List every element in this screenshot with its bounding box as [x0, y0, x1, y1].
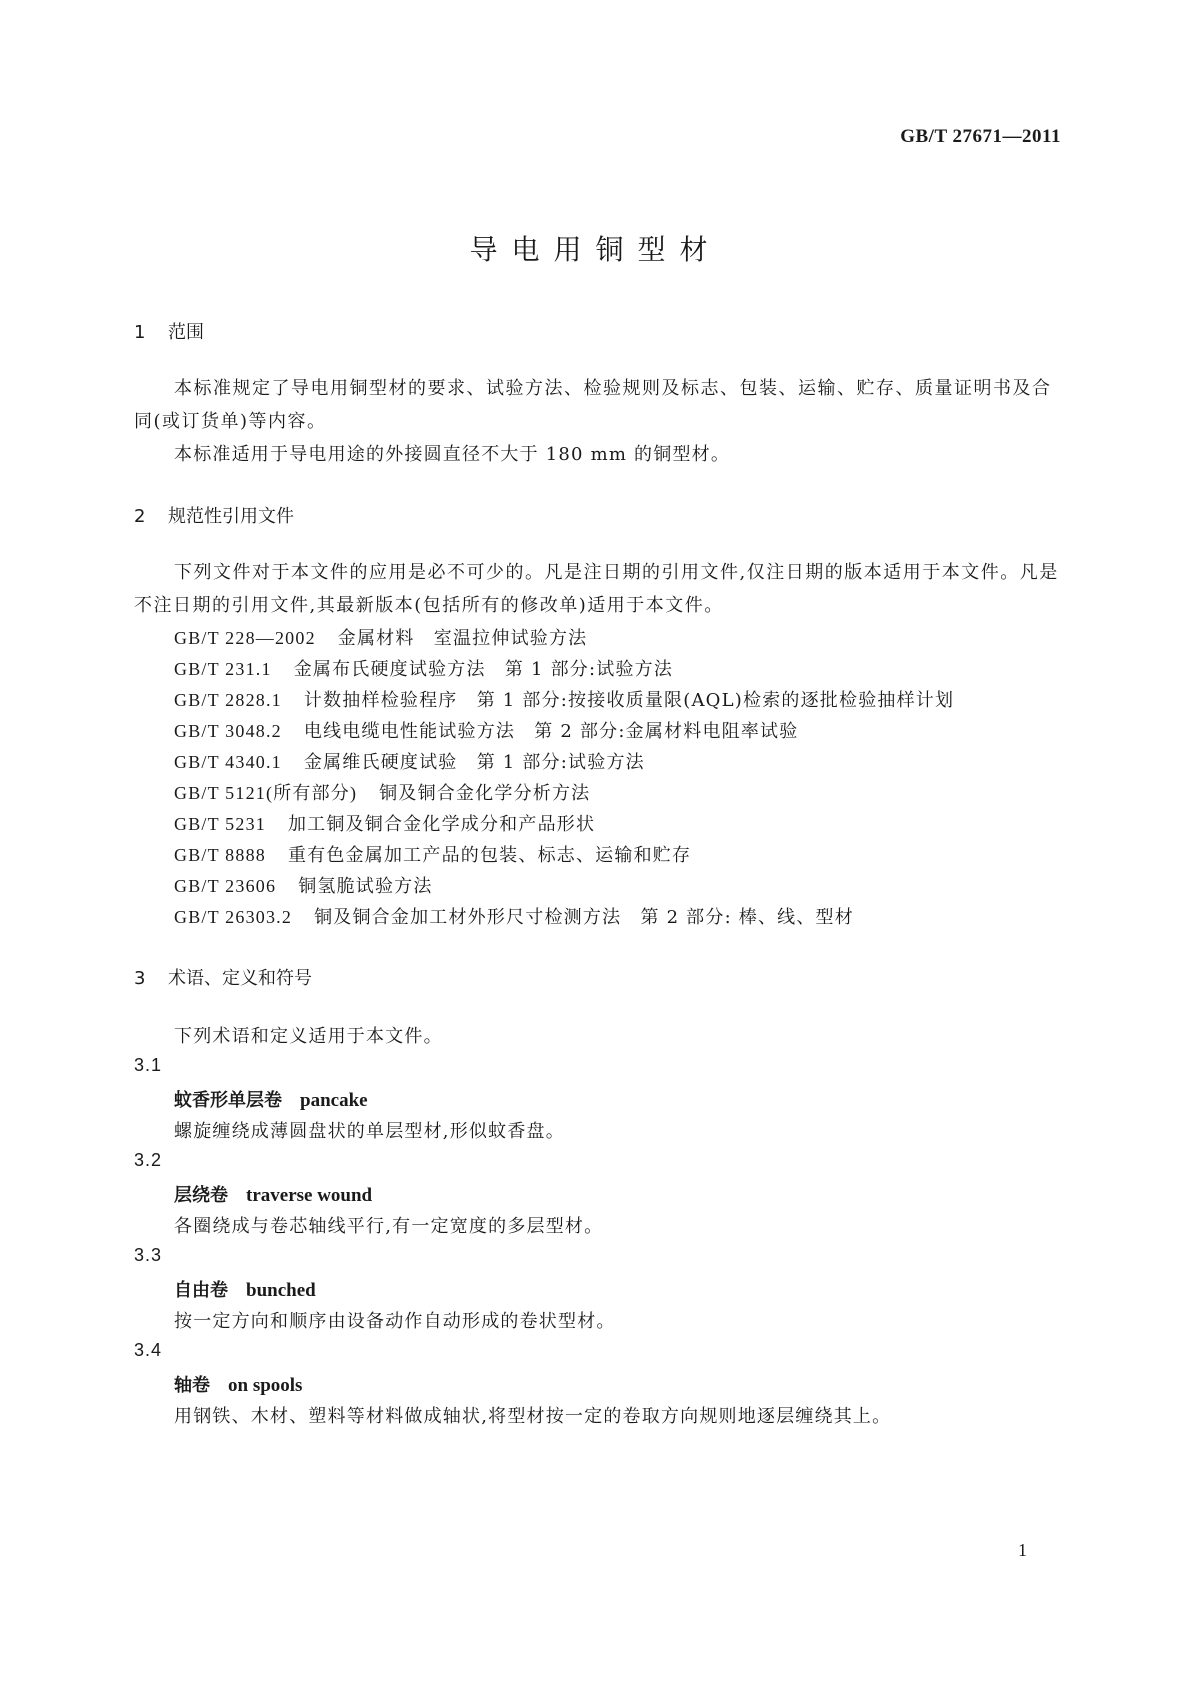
reference-item [174, 655, 673, 681]
term-definition: 按一定方向和顺序由设备动作自动形成的卷状型材。 [174, 1311, 616, 1332]
section-number: 2 [134, 506, 146, 527]
standard-number: GB/T 27671—2011 [900, 126, 1061, 147]
reference-code: GB/T 8888 [174, 845, 266, 865]
section-2-intro: 下列文件对于本文件的应用是必不可少的。凡是注日期的引用文件,仅注日期的版本适用于本文件。凡是不注日期的引用文件,其最新版本(包括所有的修改单)适用于本文件。 [134, 562, 1059, 616]
reference-title: 铜氢脆试验方法 [298, 876, 433, 897]
term-name [174, 1086, 368, 1112]
term-definition: 各圈绕成与卷芯轴线平行,有一定宽度的多层型材。 [174, 1216, 604, 1237]
term-number: 3.4 [134, 1340, 163, 1360]
reference-title: 电线电缆电性能试验方法 第 2 部分:金属材料电阻率试验 [303, 721, 799, 742]
term-name [174, 1276, 316, 1302]
reference-title: 金属材料 室温拉伸试验方法 [337, 628, 588, 649]
term-name [174, 1371, 302, 1397]
reference-code: GB/T 231.1 [174, 659, 272, 679]
reference-item [174, 903, 854, 929]
document-title: 导电用铜型材 [469, 233, 722, 266]
section-1-paragraph-2: 本标准适用于导电用途的外接圆直径不大于 180 mm 的铜型材。 [174, 444, 731, 465]
section-2-heading [134, 502, 294, 528]
term-zh: 层绕卷 [174, 1185, 228, 1206]
reference-code: GB/T 228—2002 [174, 628, 316, 648]
reference-code: GB/T 3048.2 [174, 721, 282, 741]
section-number: 1 [134, 322, 146, 343]
reference-title: 金属布氏硬度试验方法 第 1 部分:试验方法 [293, 659, 674, 680]
term-number: 3.3 [134, 1245, 163, 1265]
term-en: bunched [246, 1280, 316, 1301]
reference-code: GB/T 5121(所有部分) [174, 783, 358, 803]
term-zh: 蚊香形单层卷 [174, 1090, 282, 1111]
term-name [174, 1181, 372, 1207]
reference-item [174, 872, 433, 898]
reference-title: 加工铜及铜合金化学成分和产品形状 [287, 814, 596, 835]
reference-item [174, 717, 798, 743]
reference-title: 计数抽样检验程序 第 1 部分:按接收质量限(AQL)检索的逐批检验抽样计划 [303, 690, 955, 711]
term-definition: 螺旋缠绕成薄圆盘状的单层型材,形似蚊香盘。 [174, 1121, 565, 1142]
reference-title: 铜及铜合金加工材外形尺寸检测方法 第 2 部分: 棒、线、型材 [314, 907, 854, 928]
section-3-heading [134, 964, 312, 990]
reference-title: 重有色金属加工产品的包装、标志、运输和贮存 [287, 845, 692, 866]
reference-item [174, 779, 590, 805]
reference-item [174, 748, 645, 774]
section-title: 规范性引用文件 [168, 506, 294, 527]
reference-code: GB/T 4340.1 [174, 752, 282, 772]
reference-code: GB/T 23606 [174, 876, 277, 896]
page-number: 1 [1018, 1540, 1027, 1560]
section-1-paragraph-1: 本标准规定了导电用铜型材的要求、试验方法、检验规则及标志、包装、运输、贮存、质量证明书及合同(或订货单)等内容。 [134, 378, 1052, 432]
term-en: traverse wound [246, 1185, 373, 1206]
section-number: 3 [134, 968, 146, 989]
reference-title: 铜及铜合金化学分析方法 [379, 783, 591, 804]
section-1-heading [134, 318, 204, 344]
reference-code: GB/T 5231 [174, 814, 266, 834]
reference-code: GB/T 26303.2 [174, 907, 293, 927]
reference-item [174, 686, 954, 712]
reference-title: 金属维氏硬度试验 第 1 部分:试验方法 [303, 752, 645, 773]
reference-item [174, 810, 595, 836]
section-title: 术语、定义和符号 [168, 968, 312, 989]
section-3-intro: 下列术语和定义适用于本文件。 [174, 1026, 443, 1047]
term-number: 3.1 [134, 1055, 163, 1075]
section-title: 范围 [168, 322, 204, 343]
term-en: pancake [300, 1090, 368, 1111]
reference-item [174, 841, 691, 867]
reference-item [174, 624, 587, 650]
term-zh: 自由卷 [174, 1280, 228, 1301]
reference-code: GB/T 2828.1 [174, 690, 282, 710]
term-definition: 用钢铁、木材、塑料等材料做成轴状,将型材按一定的卷取方向规则地逐层缠绕其上。 [174, 1406, 892, 1427]
term-zh: 轴卷 [174, 1375, 210, 1396]
term-number: 3.2 [134, 1150, 163, 1170]
term-en: on spools [228, 1375, 303, 1396]
